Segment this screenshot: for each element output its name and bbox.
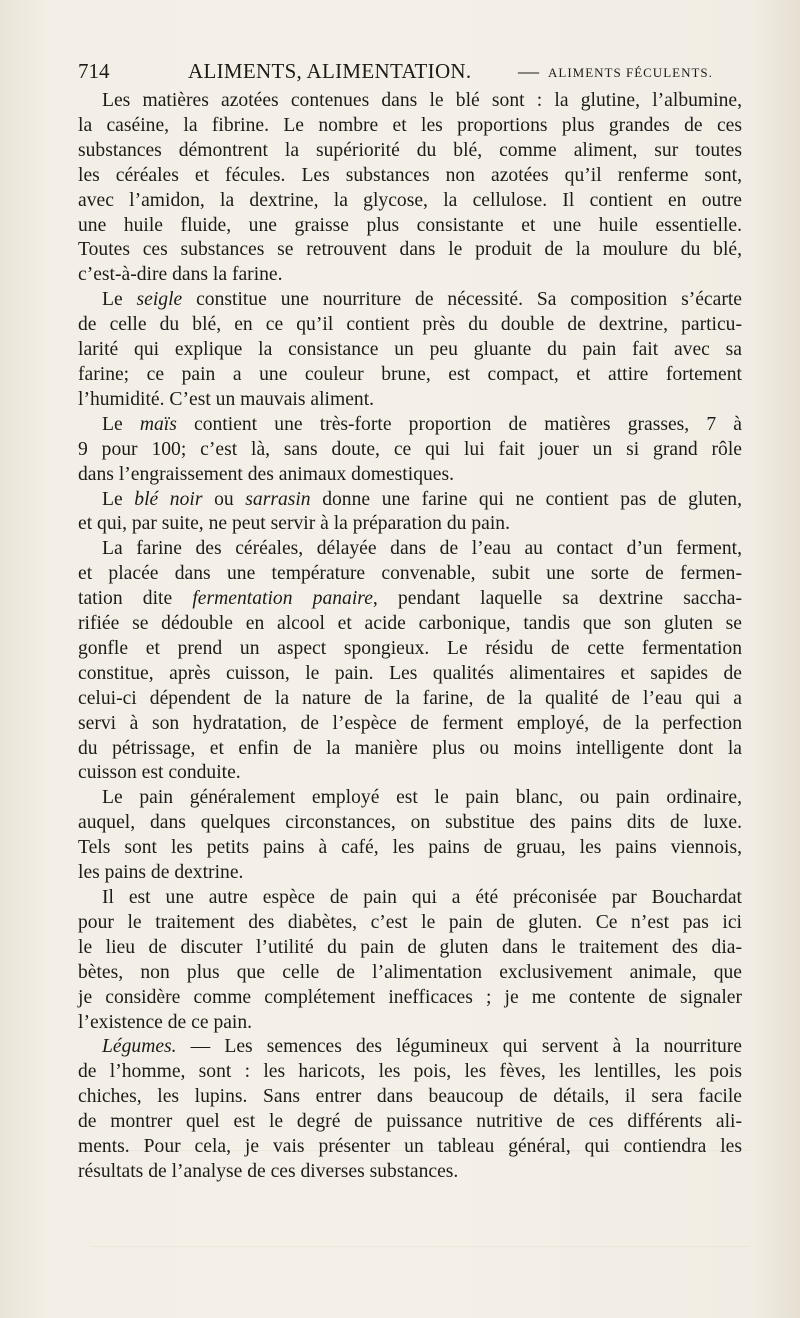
text-line: l’humidité. C’est un mauvais aliment. xyxy=(78,388,375,410)
text-line: substances démontrent la supériorité du blé, comme aliment, sur toutes xyxy=(78,139,742,161)
text-line: l’existence de ce pain. xyxy=(78,1011,253,1033)
text-line: le lieu de discuter l’utilité du pain de gluten dans le traitement des dia- xyxy=(78,936,742,958)
text-line: et placée dans une température convenable, subit une sorte de fermen- xyxy=(78,563,742,585)
text-line: les céréales et fécules. Les substances non azotées qu’il renferme sont, xyxy=(78,164,742,186)
text-line: ments. Pour cela, je vais présenter un tableau général, qui contiendra les xyxy=(78,1136,742,1158)
paragraph xyxy=(78,786,742,886)
page-header xyxy=(78,56,758,86)
text-line: et qui, par suite, ne peut servir à la préparation du pain. xyxy=(78,513,511,535)
paragraph xyxy=(78,413,742,488)
text-line: de celle du blé, en ce qu’il contient près du double de dextrine, particu- xyxy=(78,314,742,336)
text-line: auquel, dans quelques circonstances, on substitue des pains dits de luxe. xyxy=(78,812,742,834)
text-line: dans l’engraissement des animaux domestiques. xyxy=(78,463,455,485)
paragraph xyxy=(78,488,742,538)
text-line: du pétrissage, et enfin de la manière plus ou moins intelligente dont la xyxy=(78,737,742,759)
bleed-through-table xyxy=(90,1150,750,1247)
text-line: les pains de dextrine. xyxy=(78,862,244,884)
text-line: constitue, après cuisson, le pain. Les qualités alimentaires et sapides de xyxy=(78,662,742,684)
text-line: gonfle et prend un aspect spongieux. Le résidu de cette fermentation xyxy=(78,637,742,659)
text-line: larité qui explique la consistance un peu gluante du pain fait avec sa xyxy=(78,339,742,361)
text-line: de montrer quel est le degré de puissance nutritive de ces différents ali- xyxy=(78,1111,742,1133)
text-line: bètes, non plus que celle de l’alimentation exclusivement animale, que xyxy=(78,961,742,983)
text-line: Le maïs contient une très-forte proportion de matières grasses, 7 à xyxy=(102,413,742,435)
text-line: farine; ce pain a une couleur brune, est compact, et attire fortement xyxy=(78,363,742,385)
text-line: de l’homme, sont : les haricots, les pois, les fèves, les lentilles, les pois xyxy=(78,1061,742,1083)
text-line: avec l’amidon, la dextrine, la glycose, la cellulose. Il contient en outre xyxy=(78,189,742,211)
text-line: chiches, les lupins. Sans entrer dans beaucoup de détails, il sera facile xyxy=(78,1086,742,1108)
running-separator: — xyxy=(518,59,539,83)
text-line: Les matières azotées contenues dans le blé sont : la glutine, l’albumine, xyxy=(102,90,742,111)
text-line: la caséine, la fibrine. Le nombre et les proportions plus grandes de ces xyxy=(78,114,742,136)
text-line: La farine des céréales, délayée dans de l’eau au contact d’un ferment, xyxy=(102,538,742,560)
text-line: celui-ci dépendent de la nature de la farine, de la qualité de l’eau qui a xyxy=(78,687,742,709)
text-line: résultats de l’analyse de ces diverses substances. xyxy=(78,1160,459,1182)
paragraph xyxy=(78,288,742,413)
text-line: Le blé noir ou sarrasin donne une farine qui ne contient pas de gluten, xyxy=(102,488,742,510)
text-line: Tels sont les petits pains à café, les pains de gruau, les pains viennois, xyxy=(78,837,742,859)
text-line: cuisson est conduite. xyxy=(78,762,241,784)
text-line: c’est-à-dire dans la farine. xyxy=(78,264,283,286)
text-line: Le seigle constitue une nourriture de nécessité. Sa composition s’écarte xyxy=(102,289,742,311)
paragraph xyxy=(78,886,742,1035)
text-line: servi à son hydratation, de l’espèce de ferment employé, de la perfection xyxy=(78,712,742,734)
text-line: une huile fluide, une graisse plus consistante et une huile essentielle. xyxy=(78,214,742,236)
page-number: 714 xyxy=(78,59,110,83)
text-line: tation dite fermentation panaire, pendant laquelle sa dextrine saccha- xyxy=(78,588,742,610)
text-line: Le pain généralement employé est le pain blanc, ou pain ordinaire, xyxy=(102,787,742,809)
running-subtitle: ALIMENTS FÉCULENTS. xyxy=(548,65,713,80)
paragraph xyxy=(78,89,742,288)
text-line: je considère comme complétement inefficaces ; je me contente de signaler xyxy=(78,986,742,1008)
text-line: Toutes ces substances se retrouvent dans le produit de la moulure du blé, xyxy=(78,239,742,261)
running-title: ALIMENTS, ALIMENTATION. xyxy=(188,59,472,83)
text-line: Légumes. — Les semences des légumineux qui servent à la nourriture xyxy=(102,1036,742,1058)
paragraph xyxy=(78,537,742,786)
text-line: rifiée se dédouble en alcool et acide carbonique, tandis que son gluten se xyxy=(78,613,742,635)
text-line: Il est une autre espèce de pain qui a été préconisée par Bouchardat xyxy=(102,887,742,908)
text-line: pour le traitement des diabètes, c’est le pain de gluten. Ce n’est pas ici xyxy=(78,911,742,933)
text-line: 9 pour 100; c’est là, sans doute, ce qui lui fait jouer un si grand rôle xyxy=(78,438,742,460)
page-body-text xyxy=(78,89,742,1185)
